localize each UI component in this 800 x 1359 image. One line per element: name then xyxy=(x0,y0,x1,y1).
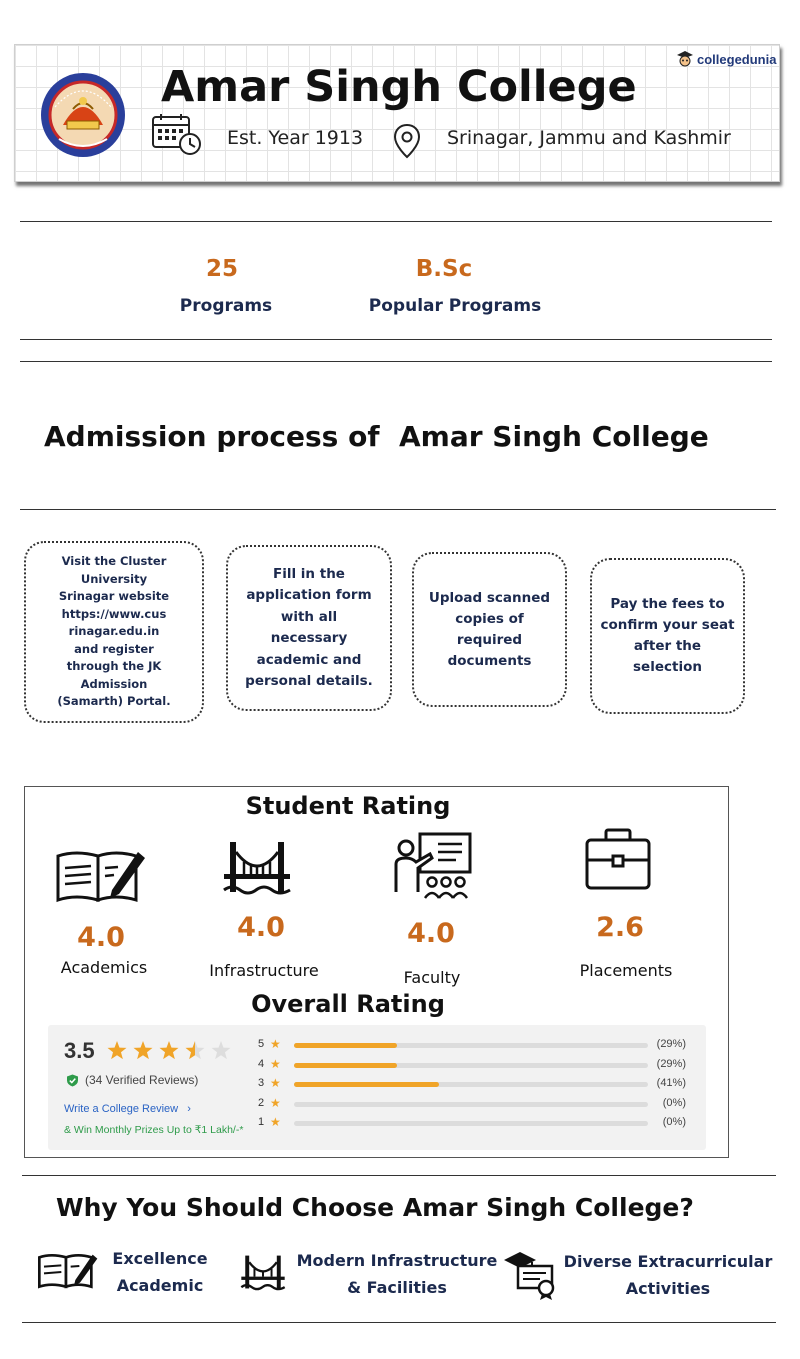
divider xyxy=(22,1322,776,1323)
bridge-icon xyxy=(240,1254,286,1294)
admission-step-3 xyxy=(412,552,567,707)
step-text-line: with all xyxy=(280,608,338,625)
why-item-line: Activities xyxy=(625,1279,711,1298)
star-level-label: 4 xyxy=(258,1057,265,1070)
rating-distribution-row xyxy=(258,1058,698,1074)
teacher-board-icon xyxy=(390,832,474,902)
why-item-line: Academic xyxy=(116,1276,204,1295)
step-text-line: University xyxy=(80,571,148,586)
why-item-line: Diverse Extracurricular xyxy=(563,1252,773,1271)
step-text-line: rinagar.edu.in xyxy=(68,624,160,639)
step-text-line: and register xyxy=(74,641,154,656)
graduation-certificate-icon xyxy=(502,1248,562,1300)
chevron-right-icon: › xyxy=(187,1103,191,1115)
step-text-line: (Samarth) Portal. xyxy=(57,694,171,709)
location-pin-icon xyxy=(393,123,421,159)
rating-distribution-row xyxy=(258,1116,698,1132)
step-text-line: copies of required xyxy=(455,610,524,648)
admission-step-4 xyxy=(590,558,745,714)
rating-percent-label: (29%) xyxy=(656,1057,686,1070)
why-item-line: Modern Infrastructure xyxy=(296,1251,498,1270)
star-icon: ★ xyxy=(270,1076,281,1090)
rating-bar-track xyxy=(294,1102,648,1107)
why-item-infrastructure xyxy=(292,1247,502,1301)
rating-percent-label: (29%) xyxy=(656,1038,686,1050)
divider xyxy=(20,221,772,222)
rating-bar-track xyxy=(294,1043,648,1048)
star-icon: ★ xyxy=(270,1115,281,1129)
popular-program-value: B.Sc xyxy=(415,256,473,282)
placements-rating: 2.6 xyxy=(596,912,644,943)
popular-programs-label: Popular Programs xyxy=(368,296,542,316)
rating-distribution-row xyxy=(258,1077,698,1093)
star-icon xyxy=(185,1041,204,1059)
write-review-text: Write a College Review xyxy=(64,1103,179,1115)
star-icon xyxy=(107,1041,126,1059)
overall-score: 3.5 xyxy=(64,1038,95,1063)
divider xyxy=(20,509,776,510)
star-icon xyxy=(159,1041,178,1059)
review-summary-card xyxy=(48,1025,706,1150)
academics-label: Academics xyxy=(60,958,148,977)
academics-rating: 4.0 xyxy=(77,922,125,953)
star-level-label: 5 xyxy=(258,1038,265,1050)
star-level-label: 1 xyxy=(258,1116,265,1128)
divider xyxy=(20,339,772,340)
rating-bar-fill xyxy=(294,1082,439,1087)
collegedunia-brand: collegedunia xyxy=(697,52,777,67)
briefcase-icon xyxy=(584,828,652,892)
overall-rating-title: Overall Rating xyxy=(251,990,445,1018)
programs-label: Programs xyxy=(179,296,273,316)
step-text-line: Srinagar website xyxy=(58,589,170,604)
why-choose-title: Why You Should Choose Amar Singh College? xyxy=(56,1193,694,1222)
star-icon: ★ xyxy=(270,1095,281,1110)
open-book-pen-icon xyxy=(38,1250,98,1290)
step-text-line: application form xyxy=(246,587,372,603)
step-text-line: through the JK xyxy=(66,659,162,674)
star-icon xyxy=(133,1041,152,1059)
faculty-rating: 4.0 xyxy=(407,918,455,949)
university-emblem-logo xyxy=(39,69,127,161)
rating-bar-track xyxy=(294,1063,648,1068)
infrastructure-label: Infrastructure xyxy=(209,961,319,980)
student-rating-title: Student Rating xyxy=(245,792,451,820)
step-text-line: Fill in the xyxy=(273,565,345,582)
location-text: Srinagar, Jammu and Kashmir xyxy=(447,127,731,149)
rating-percent-label: (0%) xyxy=(662,1116,686,1128)
rating-percent-label: (0%) xyxy=(662,1096,686,1109)
rating-bar-fill xyxy=(294,1043,397,1048)
step-text-line: Visit the Cluster xyxy=(61,554,167,569)
step-text-line: confirm your seat xyxy=(600,617,735,633)
divider xyxy=(20,361,772,362)
infrastructure-rating: 4.0 xyxy=(237,912,285,943)
why-item-extracurricular xyxy=(562,1248,774,1302)
step-text-line: Admission xyxy=(80,676,148,691)
step-text-line: Pay the fees to xyxy=(610,596,725,612)
step-text-line: academic and xyxy=(256,651,362,668)
divider xyxy=(22,1175,776,1176)
step-text-line: after the selection xyxy=(633,638,702,675)
why-item-line: Excellence xyxy=(112,1249,208,1268)
win-prizes-text: & Win Monthly Prizes Up to ₹1 Lakh/-* xyxy=(64,1124,244,1136)
star-icon: ★ xyxy=(270,1037,281,1051)
admission-step-2 xyxy=(226,545,392,711)
rating-bar-track xyxy=(294,1121,648,1126)
college-name: Amar Singh College xyxy=(161,62,637,112)
star-icon: ★ xyxy=(270,1056,281,1071)
write-review-link[interactable] xyxy=(64,1103,191,1115)
admission-step-1 xyxy=(24,541,204,723)
rating-bar-fill xyxy=(294,1063,397,1068)
programs-count: 25 xyxy=(205,256,238,282)
step-text-line: personal details. xyxy=(245,673,373,689)
rating-distribution-row xyxy=(258,1038,698,1054)
bridge-icon xyxy=(222,840,292,900)
rating-distribution-row xyxy=(258,1097,698,1113)
placements-label: Placements xyxy=(579,961,673,980)
step-text-line: necessary xyxy=(270,630,348,646)
star-level-label: 3 xyxy=(258,1077,265,1089)
why-item-academic xyxy=(104,1245,216,1299)
open-book-pen-icon xyxy=(56,846,146,904)
step-text-line: Upload scanned xyxy=(428,589,551,606)
step-text-line: documents xyxy=(447,652,532,669)
calendar-clock-icon xyxy=(151,113,203,157)
rating-bar-track xyxy=(294,1082,648,1087)
verified-reviews-count: (34 Verified Reviews) xyxy=(85,1073,199,1087)
step-text-line: https://www.cus xyxy=(61,606,167,621)
verified-shield-icon xyxy=(66,1074,79,1087)
overall-stars xyxy=(106,1040,236,1062)
star-icon xyxy=(211,1041,230,1059)
header-card xyxy=(14,44,780,182)
why-item-line: & Facilities xyxy=(347,1278,447,1297)
star-level-label: 2 xyxy=(258,1096,265,1109)
collegedunia-mascot-icon xyxy=(675,49,695,69)
rating-percent-label: (41%) xyxy=(656,1077,686,1089)
faculty-label: Faculty xyxy=(403,968,461,987)
established-year: Est. Year 1913 xyxy=(227,127,364,149)
admission-process-title: Admission process of Amar Singh College xyxy=(44,420,709,453)
